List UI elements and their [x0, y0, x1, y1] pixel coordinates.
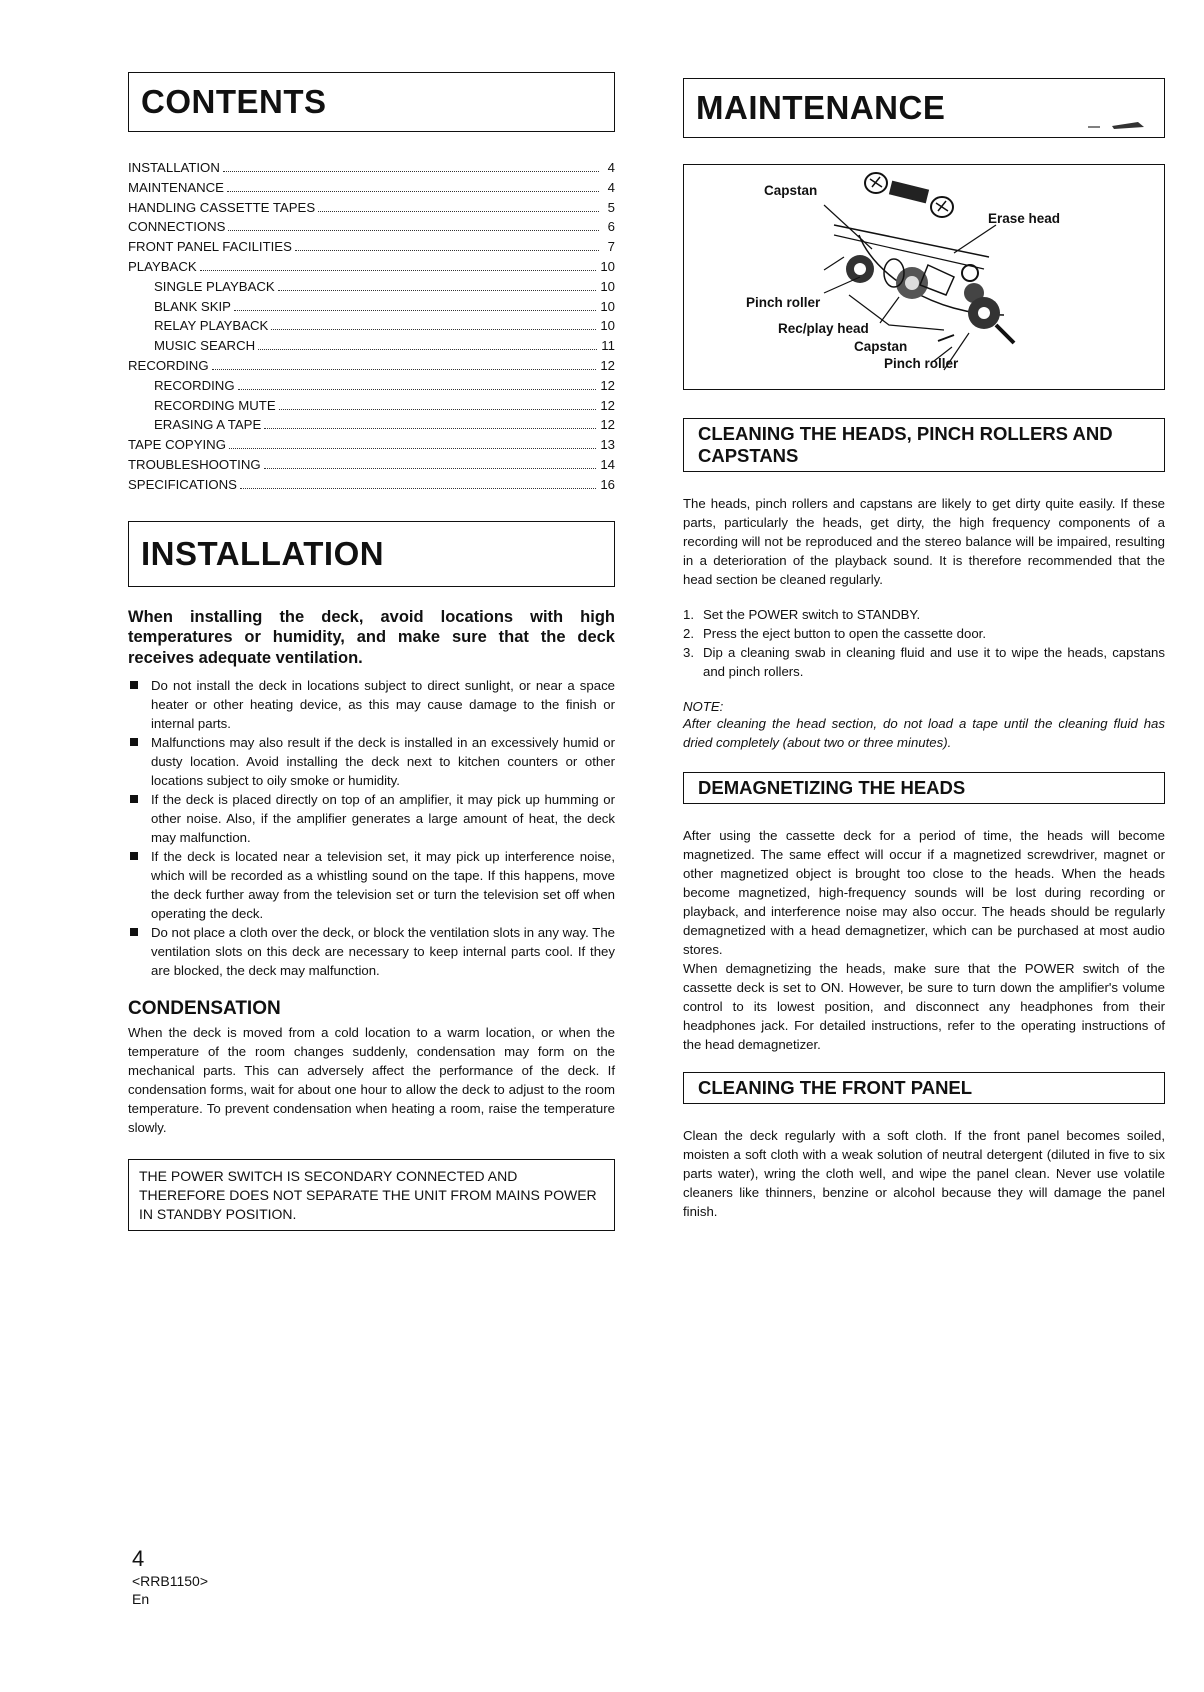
cleaning-step [683, 624, 1165, 643]
toc-leader-dots [227, 191, 599, 192]
demagnetizing-title: DEMAGNETIZING THE HEADS [698, 777, 966, 798]
toc-label: TAPE COPYING [128, 437, 226, 453]
front-panel-header-box [683, 1072, 1165, 1104]
toc-leader-dots [318, 211, 599, 212]
contents-title: CONTENTS [141, 83, 327, 120]
toc-page-number: 12 [600, 417, 615, 433]
toc-row [128, 435, 615, 455]
maintenance-title: MAINTENANCE [696, 89, 946, 126]
installation-bullet [128, 923, 615, 980]
toc-leader-dots [264, 468, 597, 469]
toc-row [128, 178, 615, 198]
installation-bullet-text: Do not install the deck in locations subject to direct sunlight, or near a space heater or other heating device, as this may cause damage to the finish or internal parts. [151, 678, 615, 732]
toc-row [128, 217, 615, 237]
square-bullet-icon [130, 795, 138, 803]
square-bullet-icon [130, 681, 138, 689]
toc-row [128, 376, 615, 396]
toc-row [128, 257, 615, 277]
front-panel-text: Clean the deck regularly with a soft cloth. If the front panel becomes soiled, moisten a soft cloth with a weak solution of neutral detergent (diluted in five to six parts water), wring the cloth well, and wipe the panel clean. Never use volatile cleaners like thinners, benzine or alcohol because they will damage the panel finish. [683, 1128, 1165, 1219]
toc-label: SPECIFICATIONS [128, 476, 237, 492]
power-notice-box: THE POWER SWITCH IS SECONDARY CONNECTED AND THEREFORE DOES NOT SEPARATE THE UNIT FROM MAINS POWER IN STANDBY POSITION. [128, 1159, 615, 1231]
installation-title: INSTALLATION [141, 534, 385, 572]
toc-leader-dots [228, 230, 599, 231]
toc-page-number: 11 [601, 338, 615, 354]
square-bullet-icon [130, 738, 138, 746]
left-column [128, 72, 615, 1231]
toc-leader-dots [240, 488, 596, 489]
maintenance-header-box [683, 78, 1165, 138]
toc-label: HANDLING CASSETTE TAPES [128, 199, 316, 215]
toc-leader-dots [212, 369, 597, 370]
toc-label: RELAY PLAYBACK [154, 318, 269, 334]
toc-row [128, 297, 615, 317]
toc-leader-dots [258, 349, 597, 350]
toc-page-number: 12 [600, 397, 615, 413]
model-code: <RRB1150> [132, 1573, 209, 1589]
language-code: En [132, 1591, 150, 1607]
toc-label: INSTALLATION [128, 160, 220, 175]
front-panel-title: CLEANING THE FRONT PANEL [698, 1077, 973, 1098]
label-rec-play-head: Rec/play head [778, 321, 869, 336]
toc-page-number: 10 [600, 258, 615, 274]
tape-head-illustration [684, 165, 1162, 387]
toc-page-number: 12 [600, 377, 615, 393]
toc-label: RECORDING [128, 357, 209, 373]
toc-page-number: 12 [600, 357, 615, 373]
toc-row [128, 158, 615, 178]
toc-page-number: 13 [600, 437, 615, 453]
toc-leader-dots [295, 250, 599, 251]
toc-leader-dots [264, 428, 596, 429]
condensation-heading: CONDENSATION [128, 998, 281, 1020]
label-pinch-roller-left: Pinch roller [746, 295, 821, 310]
toc-page-number: 4 [607, 160, 615, 175]
condensation-text: When the deck is moved from a cold location to a warm location, or when the temperature of the room changes suddenly, condensation may form on the mechanical parts. This can adversely affect the performance of the deck. If condensation forms, wait for about one hour to allow the deck to adjust to the room temperature. To prevent condensation when heating a room, raise the temperature slowly. [128, 1025, 615, 1136]
toc-row [128, 316, 615, 336]
toc-label: TROUBLESHOOTING [128, 456, 261, 472]
page-number: 4 [132, 1546, 145, 1571]
toc-page-number: 10 [600, 278, 615, 294]
square-bullet-icon [130, 852, 138, 860]
label-erase-head: Erase head [988, 211, 1061, 226]
toc-page-number: 5 [607, 199, 615, 215]
toc-row [128, 336, 615, 356]
toc-leader-dots [234, 310, 596, 311]
cleaning-heads-header-box [683, 418, 1165, 472]
cleaning-step [683, 643, 1165, 681]
installation-bullet-text: Do not place a cloth over the deck, or block the ventilation slots in any way. The ventilation slots on this deck are necessary to keep internal parts cool. If they are blocked, the deck may malfunction. [151, 925, 615, 979]
toc-row [128, 475, 615, 495]
toc-page-number: 10 [600, 298, 615, 314]
installation-bullet-text: Malfunctions may also result if the deck is installed in an excessively humid or dusty location. Avoid installing the deck next to kitchen counters or other locations subject to oily smoke or humidity. [151, 735, 615, 789]
demagnetizing-text-2: When demagnetizing the heads, make sure that the POWER switch of the cassette deck is set to ON. However, be sure to turn down the amplifier's volume control to its lowest position, and disconnect any headphones from their headphones jack. For detailed instructions, refer to the operating instructions of the head demagnetizer. [683, 961, 1165, 1052]
swab-icon [1084, 113, 1154, 133]
installation-bullet [128, 676, 615, 733]
toc-label: RECORDING [154, 377, 235, 393]
cleaning-step [683, 605, 1165, 624]
toc-label: MUSIC SEARCH [154, 338, 256, 354]
page-footer [132, 1546, 208, 1608]
toc-row [128, 237, 615, 257]
toc-row [128, 396, 615, 416]
toc-label: FRONT PANEL FACILITIES [128, 239, 292, 255]
step-number: 1. [683, 607, 694, 622]
toc-leader-dots [278, 290, 597, 291]
toc-leader-dots [229, 448, 596, 449]
toc-page-number: 4 [607, 179, 615, 195]
installation-bullet [128, 847, 615, 923]
toc-label: PLAYBACK [128, 258, 197, 274]
square-bullet-icon [130, 928, 138, 936]
step-text: Set the POWER switch to STANDBY. [703, 607, 921, 622]
installation-lead: When installing the deck, avoid locations with high temperatures or humidity, and make sure that the deck receives adequate ventilation. [128, 607, 615, 667]
toc-row [128, 277, 615, 297]
note-text: After cleaning the head section, do not load a tape until the cleaning fluid has dried completely (about two or three minutes). [683, 716, 1165, 750]
installation-bullet-list [128, 676, 615, 980]
toc-page-number: 14 [600, 456, 615, 472]
contents-header-box [128, 72, 615, 132]
toc-label: CONNECTIONS [128, 219, 226, 235]
toc-leader-dots [271, 329, 596, 330]
installation-bullet [128, 790, 615, 847]
step-text: Dip a cleaning swab in cleaning fluid and use it to wipe the heads, capstans and pinch rollers. [703, 645, 1165, 679]
toc-leader-dots [279, 409, 597, 410]
toc-label: ERASING A TAPE [154, 417, 262, 433]
installation-bullet-text: If the deck is placed directly on top of an amplifier, it may pick up humming or other noise. Also, if the amplifier generates a large amount of heat, the deck may malfunction. [151, 792, 615, 846]
note-title: NOTE: [683, 699, 724, 714]
label-capstan-bottom: Capstan [854, 339, 908, 354]
toc-row [128, 455, 615, 475]
installation-bullet-text: If the deck is located near a television set, it may pick up interference noise, which will be recorded as a whistling sound on the tape. If this happens, move the deck further away from the television set or turn the television set off when operating the deck. [151, 849, 615, 922]
demagnetizing-text-1: After using the cassette deck for a period of time, the heads will become magnetized. The same effect will occur if a magnetized screwdriver, magnet or other magnetized object is brought too close to the heads. When the heads become magnetized, high-frequency sounds will be lost during recording or playback, and interference noise may also occur. The heads should be regularly demagnetized with a head demagnetizer, which can be purchased at most audio stores. [683, 828, 1165, 957]
label-pinch-roller-bottom: Pinch roller [884, 356, 959, 371]
toc-label: MAINTENANCE [128, 179, 224, 195]
step-text: Press the eject button to open the cassette door. [703, 626, 986, 641]
cleaning-heads-title: CLEANING THE HEADS, PINCH ROLLERS AND CAPSTANS [698, 423, 1113, 466]
toc-leader-dots [223, 171, 599, 172]
toc-page-number: 10 [600, 318, 615, 334]
cleaning-heads-intro: The heads, pinch rollers and capstans are likely to get dirty quite easily. If these parts, particularly the heads, get dirty, the high frequency components of a recording will not be reproduced and the stereo balance will be impaired, resulting in a deterioration of the playback sound. It is therefore recommended that the head section be cleaned regularly. [683, 496, 1165, 587]
tape-mechanism-diagram [683, 164, 1165, 390]
toc-label: RECORDING MUTE [154, 397, 276, 413]
toc-row [128, 415, 615, 435]
step-number: 3. [683, 645, 694, 660]
toc-page-number: 6 [607, 219, 615, 235]
step-number: 2. [683, 626, 694, 641]
toc-row [128, 356, 615, 376]
cleaning-steps-list [683, 605, 1165, 681]
toc-leader-dots [200, 270, 597, 271]
toc-page-number: 7 [607, 239, 615, 255]
table-of-contents [128, 158, 615, 495]
installation-bullet [128, 733, 615, 790]
toc-leader-dots [238, 389, 597, 390]
demagnetizing-header-box [683, 772, 1165, 804]
toc-row [128, 198, 615, 218]
toc-label: BLANK SKIP [154, 298, 231, 314]
installation-header-box [128, 521, 615, 587]
toc-label: SINGLE PLAYBACK [154, 278, 275, 294]
right-column [683, 78, 1165, 1221]
toc-page-number: 16 [600, 476, 615, 492]
label-capstan-top: Capstan [764, 183, 818, 198]
